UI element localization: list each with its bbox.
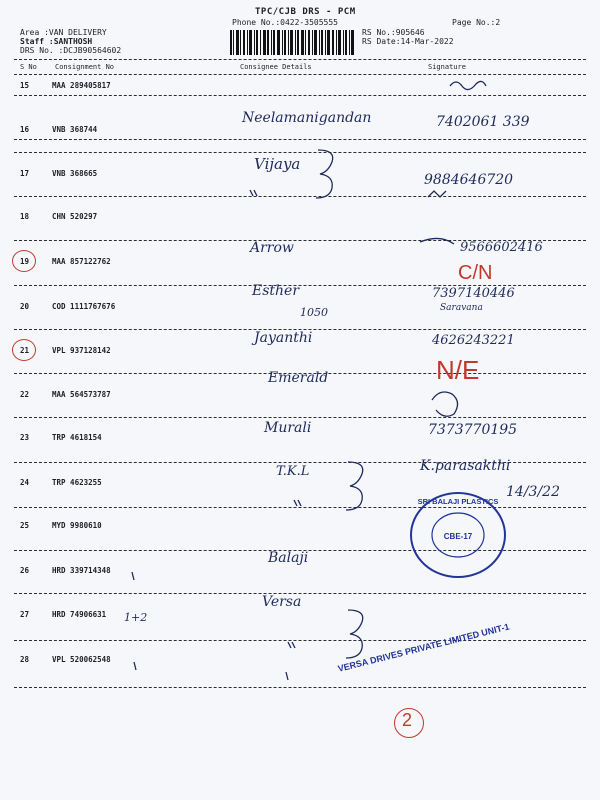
rs-number: RS No.:905646 bbox=[362, 28, 425, 37]
col-consignment: Consignment No bbox=[55, 63, 115, 71]
row-consignment: CHN 520297 bbox=[52, 212, 98, 221]
doc-title: TPC/CJB DRS - PCM bbox=[255, 7, 356, 17]
drs-number: DRS No. :DCJB90564602 bbox=[20, 46, 122, 55]
page-number: Page No.:2 bbox=[452, 18, 501, 27]
row-sno: 26 bbox=[20, 566, 30, 575]
handwritten-name: Emerald bbox=[268, 370, 329, 386]
handwritten-name: Esther bbox=[252, 283, 300, 299]
row-consignment: MAA 289405817 bbox=[52, 81, 111, 90]
handwritten-phone: 4626243221 bbox=[432, 333, 515, 348]
row-consignment: VPL 520062548 bbox=[52, 655, 111, 664]
handwritten-name: Murali bbox=[264, 420, 312, 436]
handwritten-name: Neelamanigandan bbox=[242, 110, 372, 126]
seal-code: CBE-17 bbox=[443, 532, 473, 541]
row-consignment: HRD 339714348 bbox=[52, 566, 111, 575]
handwritten-name: Vijaya bbox=[254, 155, 301, 173]
handwritten-name: T.K.L bbox=[276, 464, 310, 479]
row-sno: 25 bbox=[20, 521, 30, 530]
handwritten-phone: 9566602416 bbox=[460, 240, 543, 255]
row-sno: 16 bbox=[20, 125, 30, 134]
row-sno: 22 bbox=[20, 390, 30, 399]
handwritten-name: Arrow bbox=[250, 240, 294, 256]
col-sno: S No bbox=[20, 63, 37, 71]
row-consignment: MAA 564573787 bbox=[52, 390, 111, 399]
row-sno: 23 bbox=[20, 433, 30, 442]
row-sno: 15 bbox=[20, 81, 30, 90]
row-consignment: VNB 368744 bbox=[52, 125, 98, 134]
row-consignment: HRD 74906631 bbox=[52, 610, 107, 619]
area-field: Area :VAN DELIVERY bbox=[20, 28, 107, 37]
row-consignment: TRP 4623255 bbox=[52, 478, 102, 487]
staff-field: Staff :SANTHOSH bbox=[20, 37, 93, 46]
col-signature: Signature bbox=[428, 63, 466, 71]
handwritten-phone: 7397140446 bbox=[432, 286, 515, 301]
handwritten-name: Balaji bbox=[268, 550, 309, 566]
seal-name: SRI BALAJI PLASTICS bbox=[417, 497, 499, 506]
row-sno: 24 bbox=[20, 478, 30, 487]
row-consignment: MYD 9980610 bbox=[52, 521, 102, 530]
handwritten-name: Versa bbox=[262, 594, 302, 610]
handwritten-phone: 7373770195 bbox=[428, 422, 518, 438]
phone-number: Phone No.:0422-3505555 bbox=[232, 18, 338, 27]
row-sno: 20 bbox=[20, 302, 30, 311]
row-consignment: MAA 857122762 bbox=[52, 257, 111, 266]
row-consignment: TRP 4618154 bbox=[52, 433, 102, 442]
row-consignment: COD 1111767676 bbox=[52, 302, 116, 311]
versa-stamp: VERSA DRIVES PRIVATE LIMITED UNIT-1 bbox=[336, 621, 511, 674]
cn-mark: C/N bbox=[458, 262, 493, 284]
handwritten-name: Jayanthi bbox=[254, 330, 313, 346]
handwritten-note: 1+2 bbox=[124, 611, 148, 624]
row-sno: 18 bbox=[20, 212, 30, 221]
company-seal bbox=[408, 490, 508, 580]
handwritten-note: 1050 bbox=[300, 306, 328, 319]
row-consignment: VNB 368665 bbox=[52, 169, 98, 178]
row-sno: 21 bbox=[20, 346, 30, 355]
row-sno: 27 bbox=[20, 610, 30, 619]
handwritten-date: 14/3/22 bbox=[506, 484, 560, 500]
row-consignment: VPL 937128142 bbox=[52, 346, 111, 355]
handwritten-name: K.parasakthi bbox=[420, 458, 511, 474]
col-details: Consignee Details bbox=[240, 63, 312, 71]
rs-date: RS Date:14-Mar-2022 bbox=[362, 37, 454, 46]
circled-two: 2 bbox=[402, 710, 413, 730]
handwritten-note: Saravana bbox=[440, 303, 483, 313]
row-sno: 28 bbox=[20, 655, 30, 664]
row-sno: 17 bbox=[20, 169, 30, 178]
ne-mark: N/E bbox=[436, 355, 480, 385]
handwritten-phone: 7402061 339 bbox=[436, 114, 530, 130]
row-sno: 19 bbox=[20, 257, 30, 266]
handwritten-phone: 9884646720 bbox=[424, 172, 514, 188]
